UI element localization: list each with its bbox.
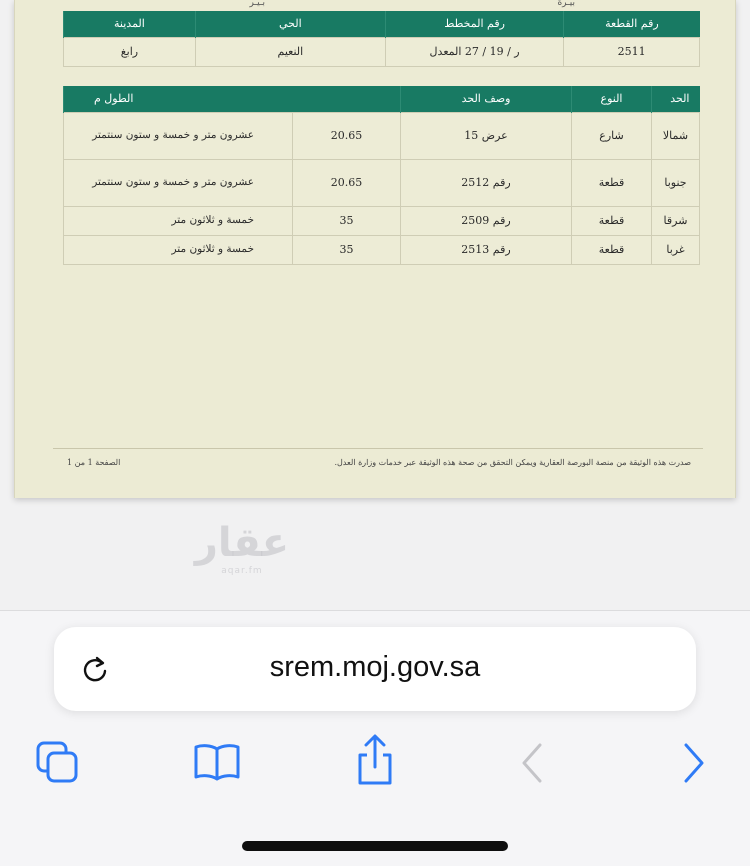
row-length: 20.65 xyxy=(293,112,401,159)
document-page xyxy=(14,0,736,498)
cropped-text-2: بـيـر xyxy=(249,0,265,8)
footer-note: صدرت هذه الوثيقة من منصة البورصة العقارية ويمكن التحقق من صحة هذه الوثيقة عبر خدمات وزارة العدل. xyxy=(334,458,691,467)
table-row xyxy=(64,206,700,235)
plan-number-value: ر / 19 / 27 المعدل xyxy=(385,37,564,66)
forward-icon[interactable] xyxy=(668,739,718,789)
plot-info-table xyxy=(63,11,700,67)
row-length: 20.65 xyxy=(293,159,401,206)
header-plan-number: رقم المخطط xyxy=(385,11,564,37)
address-bar[interactable] xyxy=(54,627,696,711)
watermark-logo xyxy=(182,520,302,590)
header-district: الحي xyxy=(195,11,385,37)
header-boundary: الحد xyxy=(652,86,700,112)
row-side: جنوبا xyxy=(652,159,700,206)
row-length: 35 xyxy=(293,206,401,235)
browser-bottom-bar xyxy=(0,610,750,866)
table-row xyxy=(64,37,700,66)
row-type: قطعة xyxy=(572,235,652,264)
table-row xyxy=(64,159,700,206)
header-type: النوع xyxy=(572,86,652,112)
row-desc: رقم 2512 xyxy=(401,159,572,206)
row-desc: عرض 15 xyxy=(401,112,572,159)
footer-divider xyxy=(53,448,703,449)
home-indicator[interactable] xyxy=(242,841,508,851)
watermark-text: عقار xyxy=(194,520,290,566)
row-side: غربا xyxy=(652,235,700,264)
row-type: قطعة xyxy=(572,159,652,206)
row-type: شارع xyxy=(572,112,652,159)
bookmarks-icon[interactable] xyxy=(192,739,242,789)
row-length: 35 xyxy=(293,235,401,264)
row-length-text: عشرون متر و خمسة و ستون سنتمتر xyxy=(64,159,293,206)
cropped-text-1: بيـرة xyxy=(557,0,575,8)
header-description: وصف الحد xyxy=(401,86,572,112)
back-icon[interactable] xyxy=(508,739,558,789)
row-side: شمالا xyxy=(652,112,700,159)
table-row xyxy=(64,112,700,159)
share-icon[interactable] xyxy=(350,733,400,783)
tabs-icon[interactable] xyxy=(34,739,84,789)
row-length-text: خمسة و ثلاثون متر xyxy=(64,235,293,264)
table-row xyxy=(64,235,700,264)
cropped-top-text xyxy=(15,0,735,6)
row-desc: رقم 2513 xyxy=(401,235,572,264)
row-length-text: خمسة و ثلاثون متر xyxy=(64,206,293,235)
page-indicator: الصفحة 1 من 1 xyxy=(67,458,121,467)
row-side: شرقا xyxy=(652,206,700,235)
city-value: رابغ xyxy=(64,37,196,66)
watermark-sub: aqar.fm xyxy=(221,566,263,576)
district-value: النعيم xyxy=(195,37,385,66)
row-desc: رقم 2509 xyxy=(401,206,572,235)
header-length: الطول م xyxy=(64,86,401,112)
header-city: المدينة xyxy=(64,11,196,37)
url-text[interactable]: srem.moj.gov.sa xyxy=(269,651,481,683)
plot-number-value: 2511 xyxy=(564,37,700,66)
boundaries-table xyxy=(63,86,700,265)
header-plot-number: رقم القطعة xyxy=(564,11,700,37)
row-length-text: عشرون متر و خمسة و ستون سنتمتر xyxy=(64,112,293,159)
row-type: قطعة xyxy=(572,206,652,235)
